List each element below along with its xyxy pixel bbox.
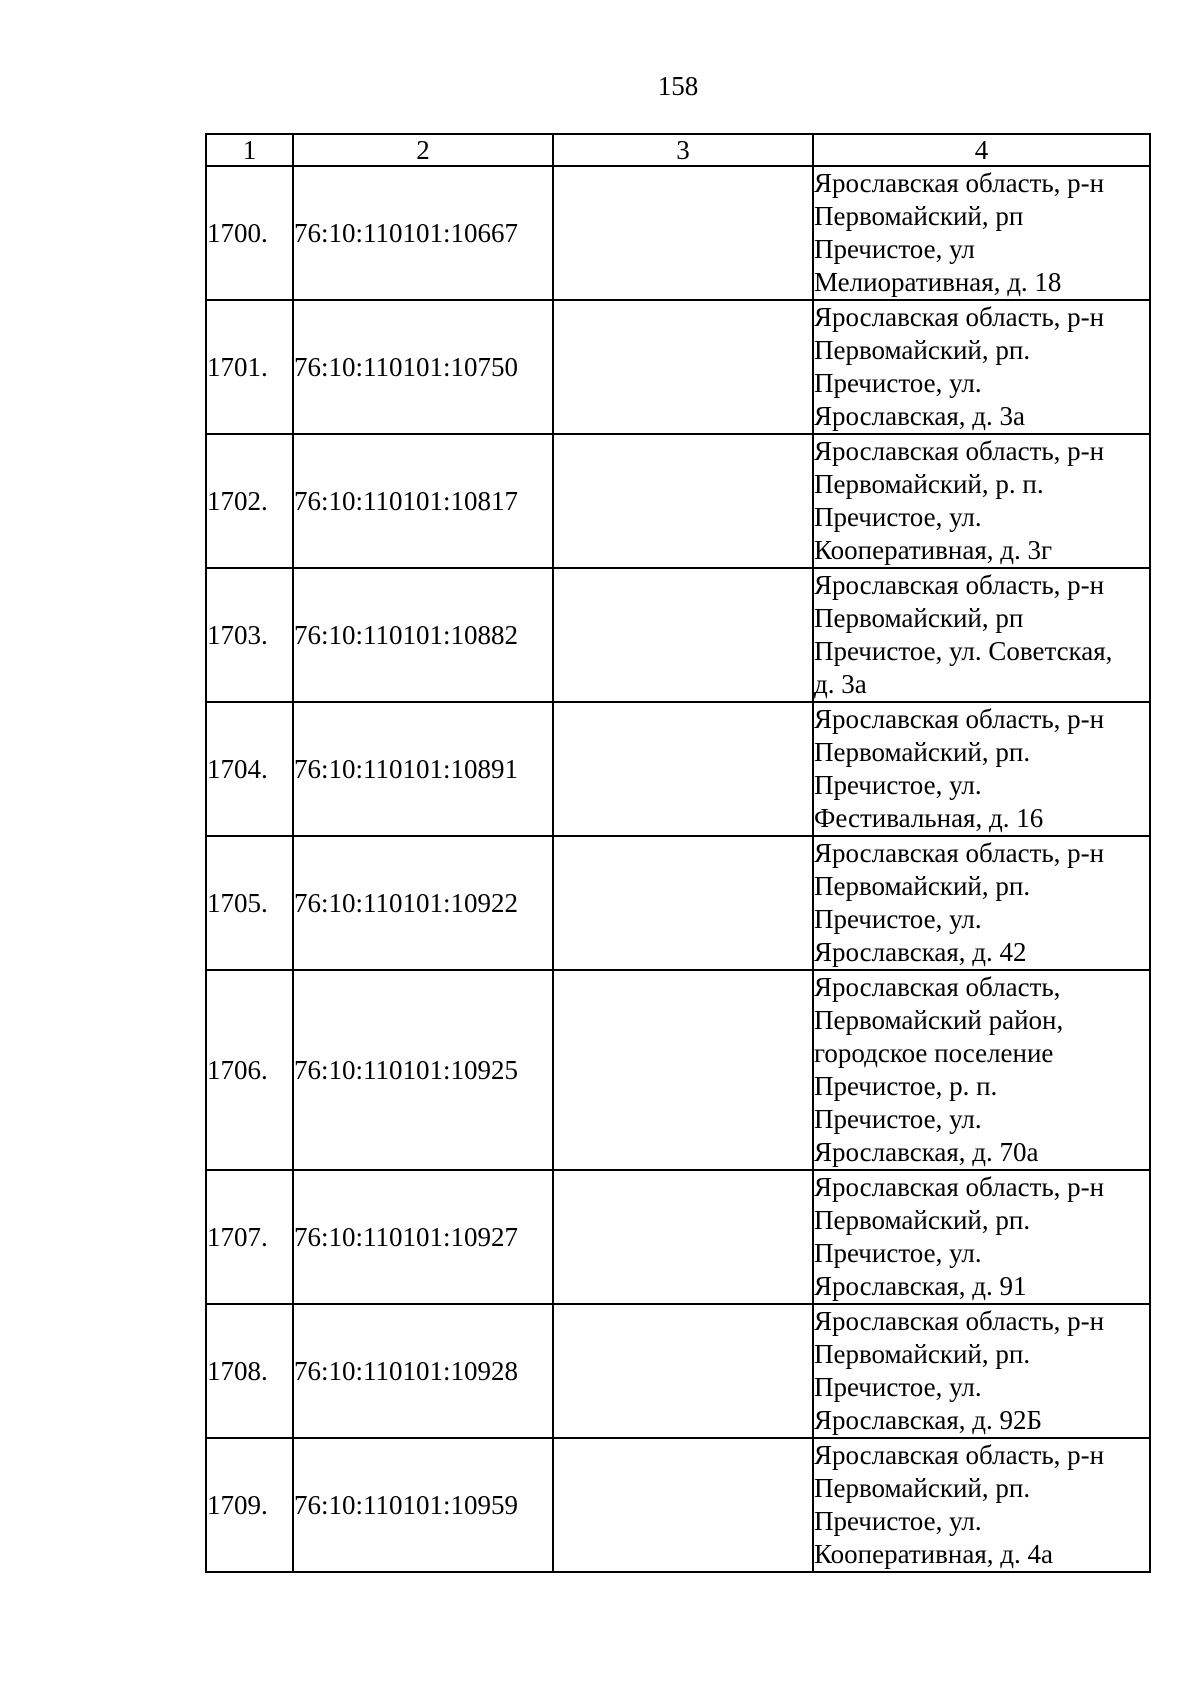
column-3-cell xyxy=(553,1304,813,1438)
table-row xyxy=(206,568,1150,702)
address-line: Пречистое, ул. xyxy=(814,1506,982,1536)
address-line: Первомайский, рп. xyxy=(814,737,1031,767)
address-line: Ярославская, д. 3а xyxy=(814,401,1026,431)
cadastral-number: 76:10:110101:10817 xyxy=(293,434,553,568)
address-line: Первомайский, рп. xyxy=(814,871,1031,901)
address-line: Первомайский, рп xyxy=(814,603,1024,633)
address-line: Ярославская область, р-н xyxy=(814,436,1105,466)
column-3-cell xyxy=(553,434,813,568)
address-cell xyxy=(813,1170,1150,1304)
address-line: Фестивальная, д. 16 xyxy=(814,803,1044,833)
cadastral-number: 76:10:110101:10882 xyxy=(293,568,553,702)
cadastral-number: 76:10:110101:10928 xyxy=(293,1304,553,1438)
address-line: Пречистое, ул. Советская, xyxy=(814,636,1113,666)
address-line: Пречистое, ул. xyxy=(814,1104,982,1134)
address-line: Ярославская область, р-н xyxy=(814,570,1105,600)
address-line: д. 3а xyxy=(814,669,867,699)
address-line: Ярославская область, р-н xyxy=(814,302,1105,332)
column-header: 3 xyxy=(553,134,813,166)
table-row xyxy=(206,1304,1150,1438)
address-line: Кооперативная, д. 4а xyxy=(814,1539,1053,1569)
column-3-cell xyxy=(553,970,813,1170)
address-line: городское поселение xyxy=(814,1038,1054,1068)
registry-table xyxy=(205,133,1151,1573)
address-line: Ярославская область, р-н xyxy=(814,168,1105,198)
row-number: 1700. xyxy=(206,166,293,300)
column-3-cell xyxy=(553,568,813,702)
address-cell xyxy=(813,836,1150,970)
row-number: 1704. xyxy=(206,702,293,836)
cadastral-number: 76:10:110101:10925 xyxy=(293,970,553,1170)
page-number: 158 xyxy=(657,71,699,101)
address-line: Пречистое, ул. xyxy=(814,904,982,934)
cadastral-number: 76:10:110101:10750 xyxy=(293,300,553,434)
address-line: Первомайский, рп. xyxy=(814,1473,1031,1503)
address-line: Пречистое, ул. xyxy=(814,502,982,532)
address-line: Ярославская область, р-н xyxy=(814,838,1105,868)
address-line: Пречистое, ул. xyxy=(814,770,982,800)
row-number: 1701. xyxy=(206,300,293,434)
address-line: Пречистое, ул. xyxy=(814,1372,982,1402)
address-line: Ярославская, д. 92Б xyxy=(814,1405,1043,1435)
cadastral-number: 76:10:110101:10959 xyxy=(293,1438,553,1572)
address-cell xyxy=(813,300,1150,434)
column-header: 1 xyxy=(206,134,293,166)
table-row xyxy=(206,702,1150,836)
address-line: Пречистое, ул. xyxy=(814,1238,982,1268)
cadastral-number: 76:10:110101:10927 xyxy=(293,1170,553,1304)
table-row xyxy=(206,300,1150,434)
column-3-cell xyxy=(553,836,813,970)
column-3-cell xyxy=(553,1438,813,1572)
cadastral-number: 76:10:110101:10667 xyxy=(293,166,553,300)
address-cell xyxy=(813,568,1150,702)
table-row xyxy=(206,1438,1150,1572)
address-cell xyxy=(813,166,1150,300)
row-number: 1707. xyxy=(206,1170,293,1304)
column-3-cell xyxy=(553,300,813,434)
column-3-cell xyxy=(553,1170,813,1304)
address-line: Ярославская область, р-н xyxy=(814,1306,1105,1336)
address-line: Первомайский район, xyxy=(814,1005,1064,1035)
address-cell xyxy=(813,1438,1150,1572)
address-cell xyxy=(813,702,1150,836)
address-line: Пречистое, ул. xyxy=(814,368,982,398)
address-cell xyxy=(813,434,1150,568)
address-line: Первомайский, рп. xyxy=(814,335,1031,365)
row-number: 1708. xyxy=(206,1304,293,1438)
column-header: 4 xyxy=(813,134,1150,166)
row-number: 1705. xyxy=(206,836,293,970)
column-3-cell xyxy=(553,166,813,300)
address-line: Первомайский, рп xyxy=(814,201,1024,231)
cadastral-number: 76:10:110101:10922 xyxy=(293,836,553,970)
cadastral-number: 76:10:110101:10891 xyxy=(293,702,553,836)
table-row xyxy=(206,434,1150,568)
table-header-row xyxy=(206,134,1150,166)
address-line: Ярославская, д. 91 xyxy=(814,1271,1027,1301)
address-line: Первомайский, рп. xyxy=(814,1205,1031,1235)
address-line: Мелиоративная, д. 18 xyxy=(814,267,1062,297)
table-row xyxy=(206,166,1150,300)
address-line: Ярославская, д. 70а xyxy=(814,1137,1039,1167)
address-cell xyxy=(813,970,1150,1170)
address-line: Ярославская область, р-н xyxy=(814,1440,1105,1470)
column-header: 2 xyxy=(293,134,553,166)
address-line: Первомайский, рп. xyxy=(814,1339,1031,1369)
address-line: Кооперативная, д. 3г xyxy=(814,535,1053,565)
row-number: 1706. xyxy=(206,970,293,1170)
address-line: Первомайский, р. п. xyxy=(814,469,1044,499)
address-line: Пречистое, р. п. xyxy=(814,1071,998,1101)
table-row xyxy=(206,970,1150,1170)
table-row xyxy=(206,1170,1150,1304)
table-row xyxy=(206,836,1150,970)
column-3-cell xyxy=(553,702,813,836)
address-line: Ярославская область, р-н xyxy=(814,1172,1105,1202)
row-number: 1702. xyxy=(206,434,293,568)
address-line: Ярославская область, xyxy=(814,972,1061,1002)
address-line: Ярославская, д. 42 xyxy=(814,937,1027,967)
row-number: 1703. xyxy=(206,568,293,702)
row-number: 1709. xyxy=(206,1438,293,1572)
address-cell xyxy=(813,1304,1150,1438)
address-line: Ярославская область, р-н xyxy=(814,704,1105,734)
address-line: Пречистое, ул xyxy=(814,234,975,264)
table-body xyxy=(206,166,1150,1572)
